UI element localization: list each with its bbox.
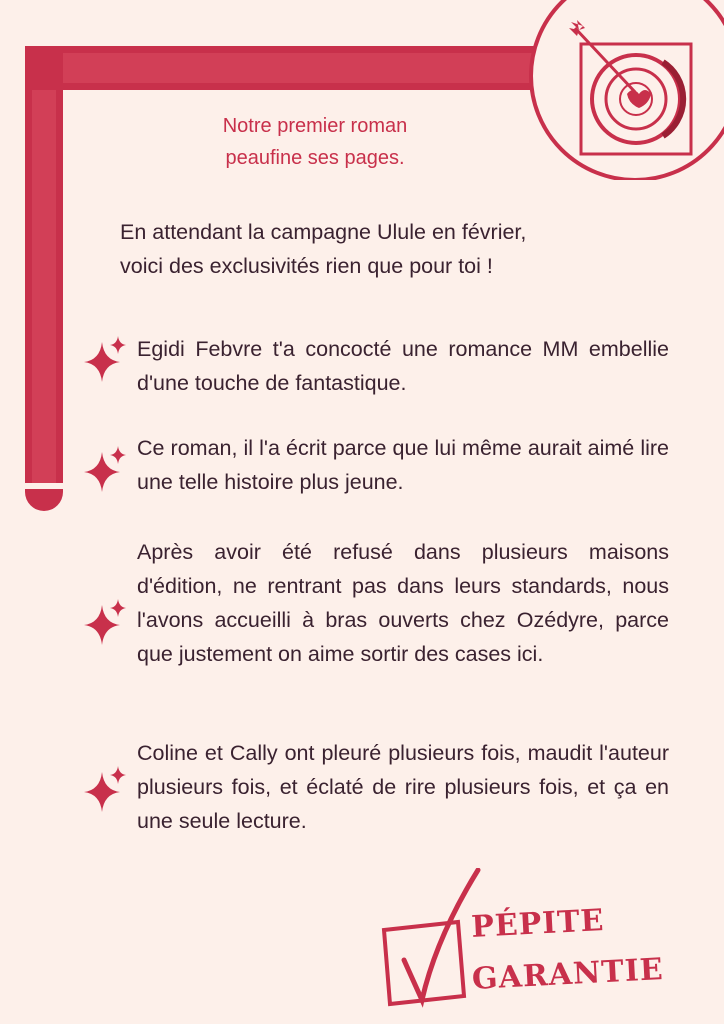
frame-top-bar-inner [63, 53, 540, 83]
frame-left-bar-inner [32, 90, 56, 485]
sparkle-icon [80, 334, 128, 382]
stamp-label [470, 889, 715, 1005]
sparkle-icon [80, 444, 128, 492]
intro-line-1: Notre premier roman [222, 115, 408, 137]
bullet-text-1: Egidi Febvre t'a concocté une romance MM embellie d'une touche de fantastique. [137, 337, 669, 395]
sparkle-icon [80, 764, 128, 812]
intro-line-2: peaufine ses pages. [225, 147, 405, 169]
sparkle-icon [80, 597, 128, 645]
frame-cap [25, 489, 63, 511]
bullet-text-4: Coline et Cally ont pleuré plusieurs fois, maudit l'auteur plusieurs fois, et éclaté de rire plusieurs fois, et ça en une seule lecture. [137, 741, 669, 833]
bullet-text-2: Ce roman, il l'a écrit parce que lui même aurait aimé lire une telle histoire plus jeune. [137, 436, 669, 494]
intro-text [160, 110, 470, 174]
lead-line-1: En attendant la campagne Ulule en février, [120, 220, 527, 244]
stamp-line-2: GARANTIE [471, 951, 665, 997]
lead-line-2: voici des exclusivités rien que pour toi ! [120, 254, 493, 278]
bullet-text-3: Après avoir été refusé dans plusieurs maisons d'édition, ne rentrant pas dans leurs standards, nous l'avons accueilli à bras ouverts chez Ozédyre, parce que justement on aime sortir des cases ici. [137, 540, 669, 666]
target-arrow-heart-logo [523, 0, 724, 180]
stamp-line-1: PÉPITE [470, 903, 606, 945]
lead-text [120, 215, 640, 283]
